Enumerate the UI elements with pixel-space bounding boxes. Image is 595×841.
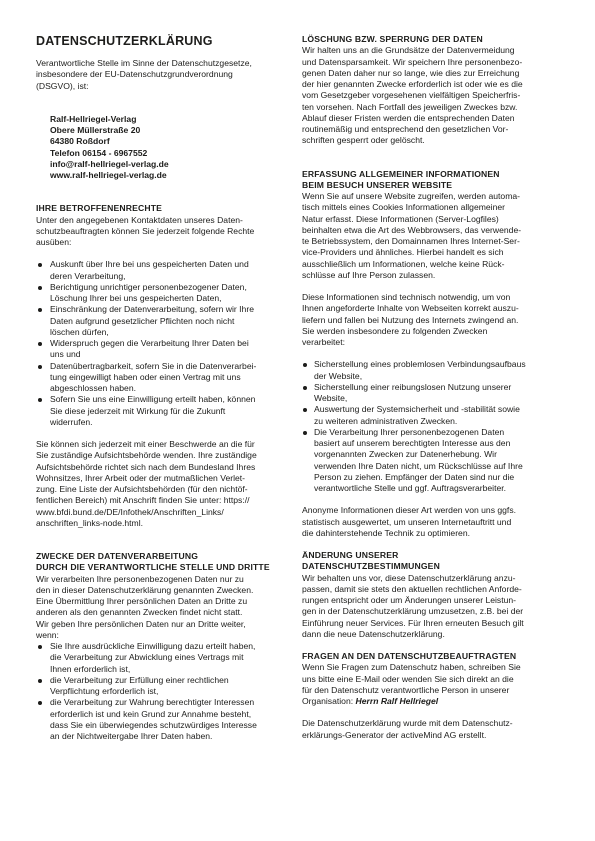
purpose-list xyxy=(36,641,292,742)
list-item: Sicherstellung einer reibungslosen Nutzung unserer Website, xyxy=(302,382,560,405)
rights-list xyxy=(36,259,292,428)
list-item: Auswertung der Systemsicherheit und -stabilität sowie zu weiteren administrativen Zwecken. xyxy=(302,404,560,427)
questions-heading: FRAGEN AN DEN DATENSCHUTZBEAUFTRAGTEN xyxy=(302,651,517,661)
email-link[interactable]: info@ralf-hellriegel-verlag.de xyxy=(50,158,169,169)
website-link[interactable]: www.ralf-hellriegel-verlag.de xyxy=(50,170,167,180)
list-item: die Verarbeitung zur Erfüllung einer rechtlichen Verpflichtung erforderlich ist, xyxy=(36,675,292,698)
generator-text: Die Datenschutzerklärung wurde mit dem Datenschutz- erklärungs-Generator der activeMind AG erstellt. xyxy=(302,718,513,740)
street: Obere Müllerstraße 20 xyxy=(50,125,141,135)
changes-text: Wir behalten uns vor, diese Datenschutzerklärung anzu- passen, damit sie stets den aktuellen rechtlichen Anforde- rungen entspricht oder um Änderungen unserer Leistun- gen in der Datenschutzerklärung umzusetzen, z.B. bei der Einführung neuer Services. Für Ihren erneuten Besuch gilt dann die neue Datenschutzerklärung. xyxy=(302,572,524,639)
page-title: DATENSCHUTZERKLÄRUNG xyxy=(36,34,213,48)
anonymous-text: Anonyme Informationen dieser Art werden von uns ggfs. statistisch ausgewertet, um unseren Internetauftritt und die dahinterstehende Technik zu optimieren. xyxy=(302,505,517,538)
deletion-text: Wir halten uns an die Grundsätze der Datenvermeidung und Datensparsamkeit. Wir speichern Ihre personenbezo- genen Daten daher nur so lange, wie dies zur Erreichung der hier genannten Zwecke erforderlich ist oder wie es die vom Gesetzgeber vorgesehenen vielfältigen Speicherfris- ten vorsehen. Nach Fortfall des jeweiligen Zweckes bzw. Ablauf dieser Fristen werden die entsprechenden Daten routinemäßig und entsprechend den gesetzlichen Vor- schriften gesperrt oder gelöscht. xyxy=(302,45,523,146)
list-item: Auskunft über Ihre bei uns gespeicherten Daten und deren Verarbeitung, xyxy=(36,259,292,282)
rights-intro: Unter den angegebenen Kontaktdaten unseres Daten- schutzbeauftragten können Sie jederzeit folgende Rechte ausüben: xyxy=(36,214,255,247)
questions-text: Wenn Sie Fragen zum Datenschutz haben, schreiben Sie uns bitte eine E-Mail oder wenden Sie sich direkt an die für den Datenschutz verantwortliche Person in unserer Organisation: Herrn Ralf Hellriegel xyxy=(302,662,521,706)
bfdi-link[interactable]: www.bfdi.bund.de/DE/Infothek/Anschriften_Links/ xyxy=(36,506,224,517)
list-item: Die Verarbeitung Ihrer personenbezogenen Daten basiert auf unserem berechtigten Interesse aus den vorgenannten Zwecken zur Datenerhebung. Wir verwenden Ihre Daten nicht, um Rückschlüsse auf Ihre Person zu ziehen. Empfänger der Daten sind nur die verantwortliche Stelle und ggf. Auftragsverarbeiter. xyxy=(302,427,560,495)
changes-heading: ÄNDERUNG UNSERER DATENSCHUTZBESTIMMUNGEN xyxy=(302,550,440,572)
address-block xyxy=(50,114,292,182)
purpose-heading: ZWECKE DER DATENVERARBEITUNG DURCH DIE VERANTWORTLICHE STELLE UND DRITTE xyxy=(36,551,270,573)
city: 64380 Roßdorf xyxy=(50,136,110,147)
collection-text: Wenn Sie auf unsere Website zugreifen, werden automa- tisch mittels eines Cookies Informationen allgemeiner Natur erfasst. Diese Informationen (Server-Logfiles) beinhalten etwa die Art des Webbrowsers, das verwende- te Betriebssystem, den Domainnamen Ihres Internet-Ser- vice-Providers und ähnliches. Hierbei handelt es sich ausschließlich um Informationen, welche keine Rück- schlüsse auf Ihre Person zulassen. xyxy=(302,191,522,280)
technical-text: Diese Informationen sind technisch notwendig, um von Ihnen angeforderte Inhalte von Webseiten korrekt auszu- liefern und fallen bei Nutzung des Internets zwingend an. Sie werden insbesondere zu folgenden Zwecken verarbeitet: xyxy=(302,292,519,347)
contact-person: Herrn Ralf Hellriegel xyxy=(355,696,439,706)
list-item: Widerspruch gegen die Verarbeitung Ihrer Daten bei uns und xyxy=(36,338,292,361)
left-column xyxy=(36,58,292,742)
deletion-heading: LÖSCHUNG BZW. SPERRUNG DER DATEN xyxy=(302,34,483,44)
list-item: Sicherstellung eines problemlosen Verbindungsaufbaus der Website, xyxy=(302,359,560,382)
list-item: die Verarbeitung zur Wahrung berechtigter Interessen erforderlich ist und kein Grund zur Annahme besteht, dass Sie ein überwiegendes schutzwürdiges Interesse an der Nichtweitergabe Ihrer Daten haben. xyxy=(36,697,292,742)
list-item: Sofern Sie uns eine Einwilligung erteilt haben, können Sie diese jederzeit mit Wirkung für die Zukunft widerrufen. xyxy=(36,394,292,428)
technical-list xyxy=(302,359,560,494)
list-item: Berichtigung unrichtiger personenbezogener Daten, Löschung Ihrer bei uns gespeicherten Daten, xyxy=(36,282,292,305)
list-item: Datenübertragbarkeit, sofern Sie in die Datenverarbei- tung eingewilligt haben oder einen Vertrag mit uns abgeschlossen haben. xyxy=(36,361,292,395)
rights-heading: IHRE BETROFFENENRECHTE xyxy=(36,203,163,214)
right-column xyxy=(302,34,560,741)
collection-heading: ERFASSUNG ALLGEMEINER INFORMATIONEN BEIM BESUCH UNSERER WEBSITE xyxy=(302,168,500,190)
bfdi-link-cont[interactable]: anschriften_links-node.html. xyxy=(36,517,143,528)
publisher-name: Ralf-Hellriegel-Verlag xyxy=(50,113,137,124)
list-item: Einschränkung der Datenverarbeitung, sofern wir Ihre Daten aufgrund gesetzlicher Pflichten noch nicht löschen dürfen, xyxy=(36,304,292,338)
phone: Telefon 06154 - 6967552 xyxy=(50,147,148,158)
intro-text: Verantwortliche Stelle im Sinne der Datenschutzgesetze, insbesondere der EU-Datenschutzgrundverordnung (DSGVO), ist: xyxy=(36,58,252,91)
complaint-text: Sie können sich jederzeit mit einer Beschwerde an die für Sie zuständige Aufsichtsbehörde wenden. Ihre zuständige Aufsichtsbehörde richtet sich nach dem Bundesland Ihres Wohnsitzes, Ihrer Arbeit oder der mutmaßlichen Verlet- zung. Eine Liste der Aufsichtsbehörden (für den nichtöf- fentlichen Bereich) mit Anschrift finden Sie unter: https:// www.bfdi.bund.de/DE/Infothek/Anschriften_Links/ anschriften_links-node.html. xyxy=(36,439,257,528)
purpose-text: Wir verarbeiten Ihre personenbezogenen Daten nur zu den in dieser Datenschutzerklärung genannten Zwecken. Eine Übermittlung Ihrer persönlichen Daten an Dritte zu anderen als den genannten Zwecken findet nicht statt. Wir geben Ihre persönlichen Daten nur an Dritte weiter, wenn: xyxy=(36,573,254,640)
list-item: Sie Ihre ausdrückliche Einwilligung dazu erteilt haben, die Verarbeitung zur Abwicklung eines Vertrags mit Ihnen erforderlich ist, xyxy=(36,641,292,675)
